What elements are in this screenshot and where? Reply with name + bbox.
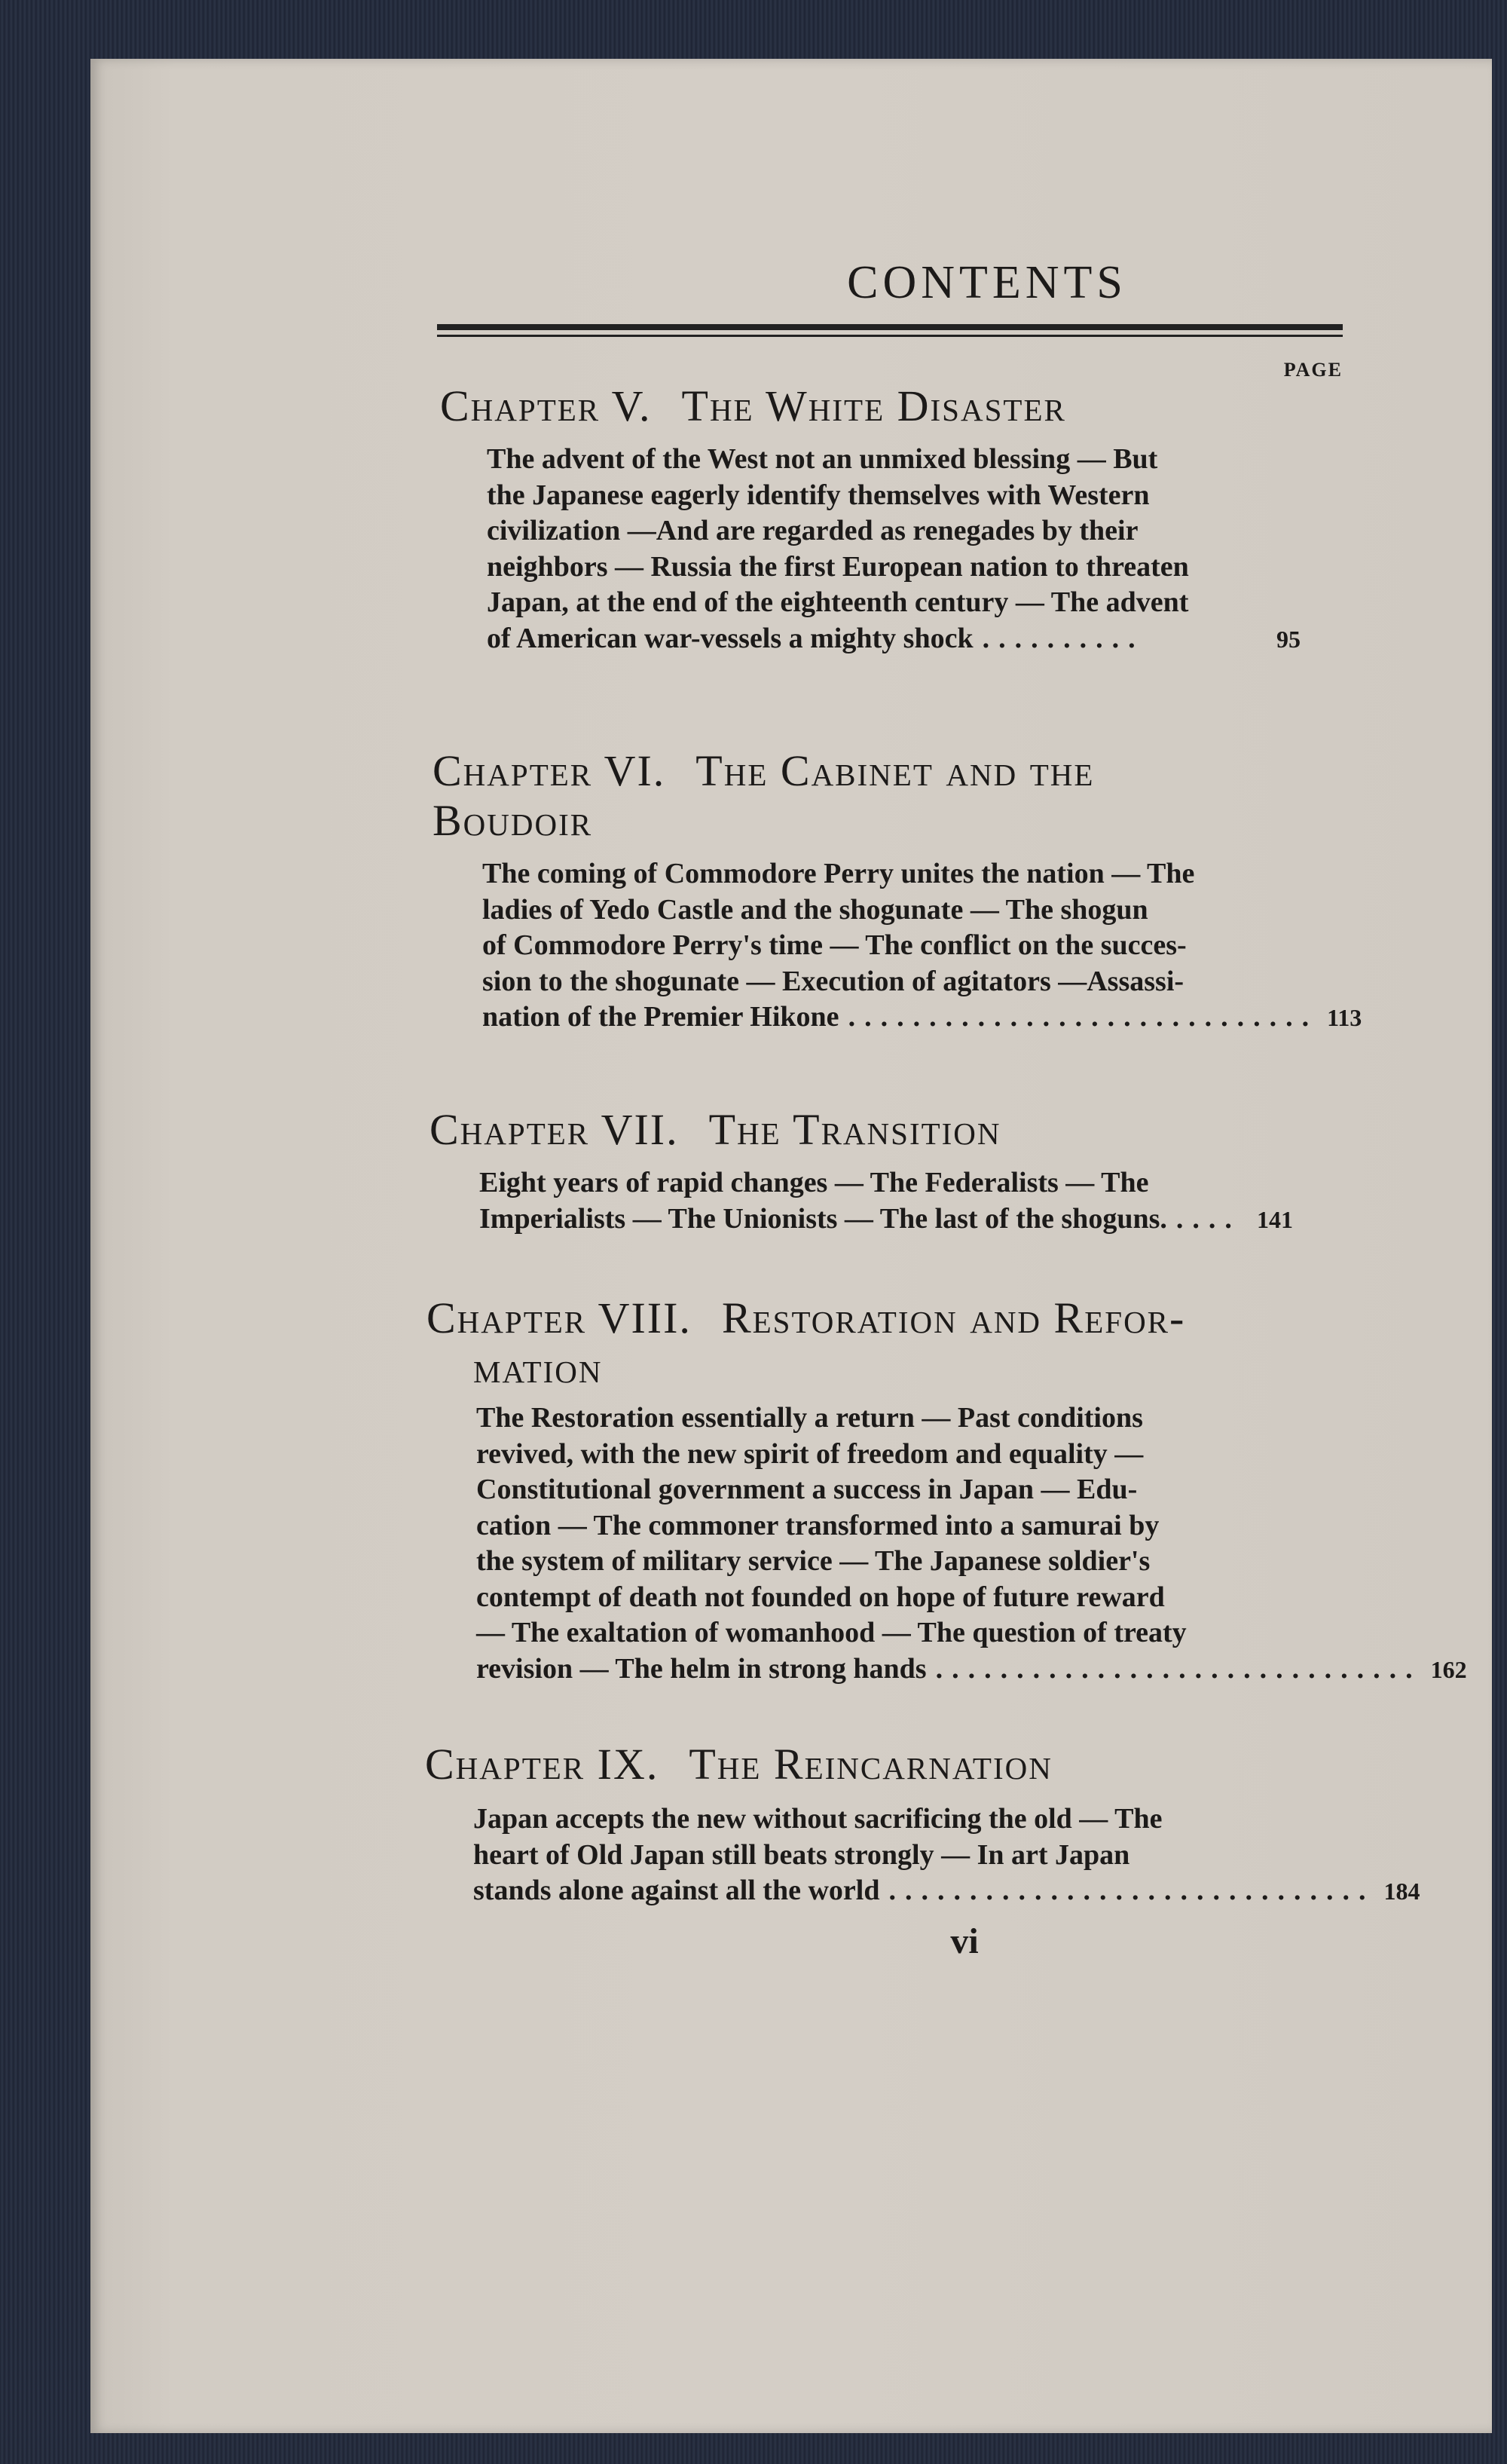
summary-last-line bbox=[473, 1873, 1420, 1910]
summary-line: contempt of death not founded on hope of future reward bbox=[476, 1581, 1165, 1613]
chapter-title: The Transition bbox=[708, 1105, 1001, 1154]
chapter-title: The Cabinet and the bbox=[695, 746, 1095, 795]
chapter-summary bbox=[487, 442, 1301, 657]
page-title: CONTENTS bbox=[847, 257, 1127, 308]
summary-line: The coming of Commodore Perry unites the nation — The bbox=[482, 858, 1195, 889]
summary-line: of Commodore Perry's time — The conflict on the succes- bbox=[482, 929, 1187, 961]
dot-leader: .... bbox=[1175, 1202, 1241, 1235]
chapter-heading bbox=[426, 1293, 1185, 1393]
page-number: 162 bbox=[1430, 1655, 1467, 1683]
dot-leader: ............................. bbox=[848, 1001, 1319, 1033]
chapter-summary bbox=[473, 1801, 1420, 1910]
summary-last-line bbox=[479, 1201, 1293, 1238]
chapter-number: Chapter VII. bbox=[429, 1105, 679, 1154]
summary-line: The Restoration essentially a return — Past conditions bbox=[476, 1402, 1143, 1434]
summary-line: stands alone against all the world bbox=[473, 1875, 880, 1906]
summary-line: Imperialists — The Unionists — The last of the shoguns. bbox=[479, 1202, 1167, 1235]
page-number: 95 bbox=[1276, 625, 1301, 653]
summary-line: The advent of the West not an unmixed blessing — But bbox=[487, 443, 1158, 475]
chapter-summary bbox=[476, 1400, 1467, 1688]
page-number: 113 bbox=[1327, 1004, 1362, 1031]
title-rule-thick bbox=[437, 324, 1343, 330]
chapter-number: Chapter VIII. bbox=[426, 1293, 692, 1342]
summary-line: nation of the Premier Hikone bbox=[482, 1001, 839, 1033]
chapter-heading bbox=[429, 1105, 1001, 1155]
summary-line: heart of Old Japan still beats strongly — In art Japan bbox=[473, 1838, 1130, 1871]
chapter-title: Restoration and Refor- bbox=[721, 1293, 1186, 1342]
chapter-summary bbox=[482, 856, 1362, 1036]
summary-line: of American war-vessels a mighty shock bbox=[487, 622, 974, 654]
summary-line: the Japanese eagerly identify themselves with Western bbox=[487, 479, 1150, 511]
summary-line: the system of military service — The Japanese soldier's bbox=[476, 1545, 1151, 1577]
page-column-label: PAGE bbox=[1283, 359, 1343, 381]
summary-line: Eight years of rapid changes — The Federalists — The bbox=[479, 1167, 1149, 1198]
chapter-number: Chapter IX. bbox=[425, 1740, 659, 1789]
page-number: 141 bbox=[1257, 1205, 1293, 1233]
chapter-heading bbox=[425, 1740, 1053, 1789]
chapter-number: Chapter V. bbox=[440, 381, 652, 430]
chapter-summary bbox=[479, 1165, 1293, 1238]
chapter-number: Chapter VI. bbox=[433, 746, 666, 795]
dot-leader: .......... bbox=[982, 622, 1145, 654]
folio-page-number: vi bbox=[950, 1921, 979, 1961]
summary-line: Japan, at the end of the eighteenth century — The advent bbox=[487, 586, 1189, 618]
chapter-heading bbox=[440, 381, 1066, 431]
chapter-title: The Reincarnation bbox=[689, 1740, 1053, 1789]
chapter-heading bbox=[433, 746, 1094, 846]
title-rule-thin bbox=[437, 335, 1343, 337]
book-page bbox=[90, 59, 1492, 2433]
summary-line: neighbors — Russia the first European nation to threaten bbox=[487, 550, 1189, 583]
summary-line: — The exaltation of womanhood — The question of treaty bbox=[476, 1617, 1187, 1648]
dot-leader: .............................. bbox=[888, 1875, 1375, 1906]
chapter-title-continued: Boudoir bbox=[433, 796, 593, 845]
summary-line: cation — The commoner transformed into a samurai by bbox=[476, 1509, 1160, 1541]
chapter-title: The White Disaster bbox=[681, 381, 1066, 430]
summary-line: sion to the shogunate — Execution of agitators —Assassi- bbox=[482, 965, 1185, 997]
page-number: 184 bbox=[1383, 1878, 1420, 1905]
summary-last-line bbox=[487, 621, 1301, 658]
summary-line: ladies of Yedo Castle and the shogunate — The shogun bbox=[482, 893, 1148, 926]
dot-leader: .............................. bbox=[935, 1652, 1422, 1685]
chapter-title-continued: mation bbox=[473, 1343, 603, 1392]
summary-last-line bbox=[482, 999, 1362, 1036]
summary-line: civilization —And are regarded as renegades by their bbox=[487, 515, 1139, 546]
summary-last-line bbox=[476, 1651, 1467, 1688]
summary-line: revived, with the new spirit of freedom and equality — bbox=[476, 1437, 1144, 1470]
summary-line: Constitutional government a success in Japan — Edu- bbox=[476, 1474, 1138, 1505]
summary-line: revision — The helm in strong hands bbox=[476, 1652, 927, 1685]
summary-line: Japan accepts the new without sacrificing the old — The bbox=[473, 1803, 1163, 1835]
